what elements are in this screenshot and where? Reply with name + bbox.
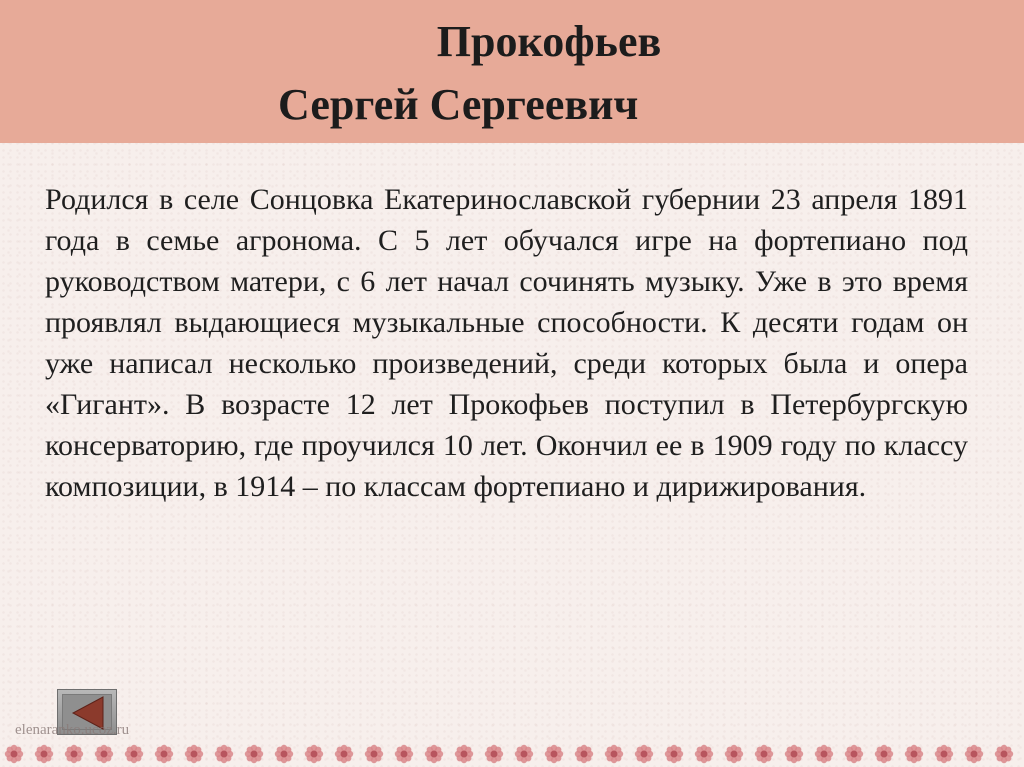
flower-ornament: [725, 745, 743, 763]
flower-ornament: [785, 745, 803, 763]
flower-ornament: [485, 745, 503, 763]
flower-ornament: [245, 745, 263, 763]
flower-ornament: [65, 745, 83, 763]
flower-ornament: [845, 745, 863, 763]
flower-ornament: [455, 745, 473, 763]
flower-ornament: [665, 745, 683, 763]
flower-ornament: [95, 745, 113, 763]
flower-ornament: [695, 745, 713, 763]
flower-ornament: [185, 745, 203, 763]
slide-title: Прокофьев: [436, 17, 662, 66]
flower-ornament: [275, 745, 293, 763]
flower-ornament: [935, 745, 953, 763]
biography-text: Родился в селе Сонцовка Екатеринославской губернии 23 апреля 1891 года в семье агронома. С 5 лет обучался игре на фортепиано под руководством матери, с 6 лет начал сочинять музыку. Уже в это время проявлял выдающиеся музыкальные способности. К десяти годам он уже написал несколько произведений, среди которых была и опера «Гигант». В возрасте 12 лет Прокофьев поступил в Петербургскую консерваторию, где проучился 10 лет. Окончил ее в 1909 году по классу композиции, в 1914 – по классам фортепиано и дирижирования.: [45, 183, 968, 503]
flower-ornament: [965, 745, 983, 763]
flower-ornament: [815, 745, 833, 763]
flower-ornament: [545, 745, 563, 763]
flower-ornament: [425, 745, 443, 763]
flower-ornament: [755, 745, 773, 763]
flower-ornament: [305, 745, 323, 763]
flower-ornament: [635, 745, 653, 763]
flower-ornament: [395, 745, 413, 763]
flower-ornament: [995, 745, 1013, 763]
flower-border: [0, 740, 1024, 767]
watermark: elenaranko.ucoz.ru: [15, 722, 130, 738]
flower-ornament: [335, 745, 353, 763]
flower-ornament: [35, 745, 53, 763]
flower-ornament: [155, 745, 173, 763]
flower-ornament: [5, 745, 23, 763]
flower-ornament: [875, 745, 893, 763]
flower-ornament: [365, 745, 383, 763]
flower-ornament: [575, 745, 593, 763]
flower-ornament: [605, 745, 623, 763]
flower-ornament: [905, 745, 923, 763]
flower-ornament: [125, 745, 143, 763]
flower-ornament: [215, 745, 233, 763]
slide-subtitle: Сергей Сергеевич: [278, 80, 639, 129]
flower-ornament: [515, 745, 533, 763]
